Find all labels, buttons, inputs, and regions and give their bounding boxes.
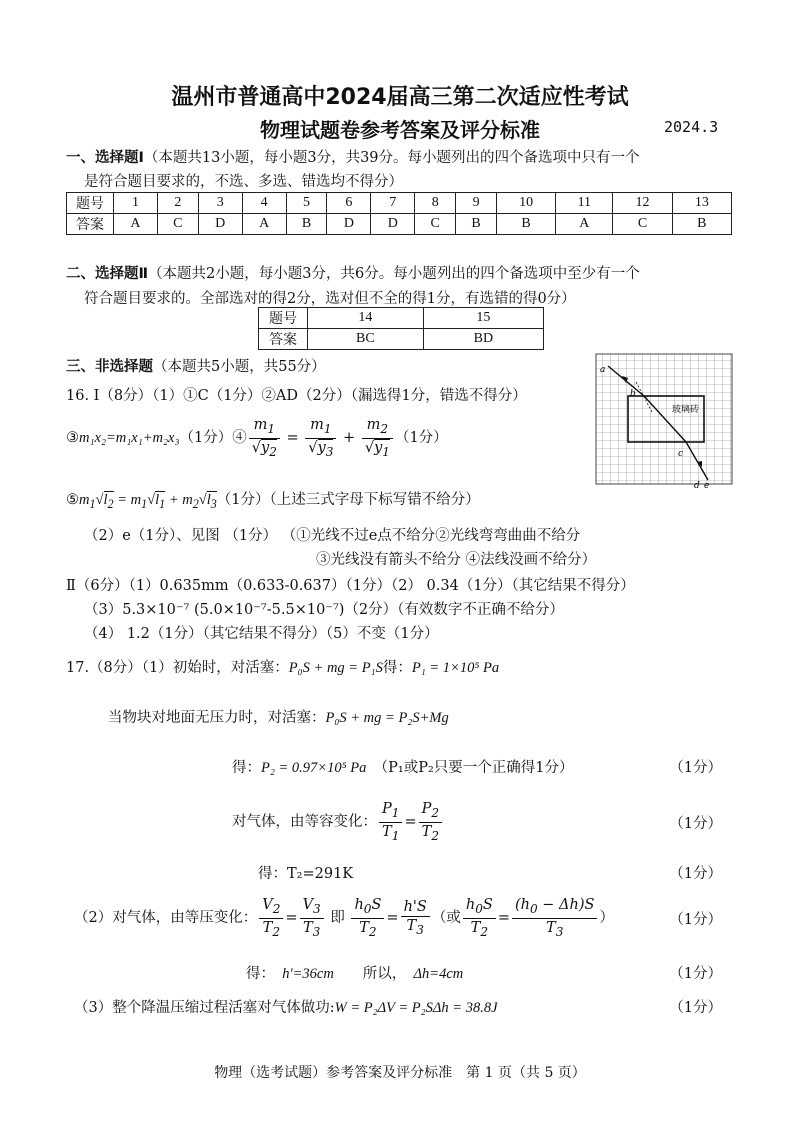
answer-cell: B: [672, 214, 731, 235]
q17-line8: [74, 996, 498, 1017]
page-subtitle: 物理试题卷参考答案及评分标准: [260, 118, 540, 142]
answer-cell: B: [496, 214, 555, 235]
q17-line3a: 得：: [232, 760, 261, 776]
q17-line4a: 对气体，由等容变化：: [232, 814, 377, 830]
answer-cell: B: [456, 214, 497, 235]
question-number: 5: [286, 193, 327, 214]
table-row: [259, 329, 544, 350]
answer-cell: B: [286, 214, 327, 235]
section3-heading: 三、非选择题: [66, 359, 153, 375]
fraction-m1-sqrt-y3: $\frac{m_1}{√y_3}$: [305, 416, 336, 461]
q17-line3: [232, 756, 574, 777]
fraction-h0-minus-dh: $\frac{(h_0 - \Delta h)S}{T_3}$: [512, 896, 597, 941]
row-label-question: 题号: [67, 193, 114, 214]
q16-l3-b: （1分）（上述三式字母下标写错不给分）: [216, 492, 480, 508]
answer-cell: A: [556, 214, 613, 235]
q17-line2-equation: P₀S + mg = P₂S+Mg: [325, 710, 449, 726]
q17-line4: 对气体，由等容变化： $\frac{P_1}{T_1}$ = $\frac{P_2}{T_2}$: [232, 798, 444, 846]
q16-l2-b: （1分）④: [179, 430, 247, 446]
exam-date: 2024.3: [664, 118, 719, 136]
answer-cell: C: [415, 214, 456, 235]
question-number: 6: [327, 193, 371, 214]
page-title: 温州市普通高中2024届高三第二次适应性考试: [171, 85, 629, 110]
question-number: 2: [157, 193, 198, 214]
fraction-v3-t3: $\frac{V_3}{T_3}$: [300, 896, 324, 941]
q16-line6: （3）5.3×10⁻⁷ (5.0×10⁻⁷-5.5×10⁻⁷)（2分）（有效数字不正确不给分）: [84, 602, 564, 618]
question-number: 3: [198, 193, 242, 214]
light-path-diagram: [594, 352, 738, 492]
question-number: 10: [496, 193, 555, 214]
table-row: [67, 214, 732, 235]
label-c: c: [678, 449, 684, 459]
q17-line6c: （或: [431, 910, 461, 926]
answer-cell: A: [242, 214, 286, 235]
section1-answer-table: [66, 192, 732, 235]
section2-desc-line2: 符合题目要求的。全部选对的得2分，选对但不全的得1分，有选错的得0分）: [84, 291, 576, 307]
q17-line1b: 得：: [382, 660, 412, 676]
q17-line1: [66, 656, 499, 677]
answer-cell: D: [327, 214, 371, 235]
answer-cell: D: [371, 214, 415, 235]
q17-line1a: 17.（8分）（1）初始时，对活塞：: [66, 660, 289, 676]
label-d: d: [694, 481, 700, 491]
score-mark: （1分）: [669, 912, 722, 928]
q16-l3-a: ⑤: [66, 492, 79, 508]
section1-heading: 一、选择题Ⅰ: [66, 150, 144, 166]
section2-answer-table: [258, 307, 544, 350]
question-number: 7: [371, 193, 415, 214]
fraction-p2-t2: $\frac{P_2}{T_2}$: [419, 800, 442, 845]
question-number: 9: [456, 193, 497, 214]
section1-intro: [66, 146, 640, 167]
label-a: a: [600, 365, 606, 375]
q17-line1-result: P₁ = 1×10⁵ Pa: [411, 660, 500, 676]
q16-line4a: （2）e（1分）、见图 （1分） （①光线不过e点不给分②光线弯弯曲曲不给分: [84, 528, 581, 544]
q17-line8-equation: W = P₂ΔV = P₂SΔh = 38.8J: [334, 1000, 498, 1016]
q17-line7a: 得：: [246, 966, 268, 982]
answer-cell: BD: [423, 329, 543, 350]
score-mark: （1分）: [669, 866, 722, 882]
q16-l2-a: ③: [66, 430, 79, 446]
section3-intro: [66, 355, 326, 376]
score-mark: （1分）: [669, 1000, 722, 1016]
answer-cell: C: [157, 214, 198, 235]
q17-line7d: Δh=4cm: [413, 966, 464, 982]
q16-line2: ③m₁x₂=m₁x₁+m₂x₃（1分）④ $\frac{m_1}{√y_2}$ = $\frac{m_1}{√y_3}$ + $\frac{m_2}{√y_1}$ （1分）: [66, 416, 448, 459]
fraction-p1-t1: $\frac{P_1}{T_1}$: [379, 800, 402, 845]
answer-cell: C: [613, 214, 672, 235]
question-number: 14: [308, 308, 424, 329]
page-footer: 物理（选考试题）参考答案及评分标准 第 1 页（共 5 页）: [214, 1065, 586, 1081]
fraction-h0s-t2-alt: $\frac{h_0S}{T_2}$: [463, 896, 496, 941]
section3-desc: （本题共5小题，共55分）: [153, 359, 326, 375]
q17-line7b: h'=36cm: [282, 966, 334, 982]
section2-heading: 二、选择题Ⅱ: [66, 266, 149, 282]
section1-desc-line1: （本题共13小题，每小题3分，共39分。每小题列出的四个备选项中只有一个: [143, 150, 640, 166]
answer-cell: A: [114, 214, 158, 235]
q16-line7: （4） 1.2（1分）（其它结果不得分）（5）不变（1分）: [84, 626, 439, 642]
question-number: 8: [415, 193, 456, 214]
section1-desc-line2: 是符合题目要求的，不选、多选、错选均不得分）: [84, 174, 403, 190]
q17-line6a: （2）对气体，由等压变化：: [74, 910, 258, 926]
q17-line7: [246, 962, 463, 983]
table-row: [67, 193, 732, 214]
score-mark: （1分）: [669, 966, 722, 982]
question-number: 12: [613, 193, 672, 214]
q16-line1: 16. Ⅰ（8分）（1）①C（1分）②AD（2分）（漏选得1分，错选不得分）: [66, 388, 527, 404]
q17-line3-equation: P₂ = 0.97×10⁵ Pa: [261, 760, 367, 776]
q17-line3b: （P₁或P₂只要一个正确得1分）: [380, 760, 574, 776]
question-number: 1: [114, 193, 158, 214]
fraction-hps-t3: $\frac{h'S}{T_3}$: [401, 898, 430, 939]
q17-line8a: （3）整个降温压缩过程活塞对气体做功:: [74, 1000, 335, 1016]
q17-line6: （2）对气体，由等压变化： $\frac{V_2}{T_2}$ = $\frac{V_3}{T_3}$ 即 $\frac{h_0S}{T_2}$ = $\frac{h'S}{T_3}$ （或 $\frac{h_0S}{T_2}$ = $\frac{(h_0 - \Delta h)S}{T_3}$ ）: [74, 896, 614, 939]
q16-line4b: ③光线没有箭头不给分 ④法线没画不给分）: [316, 552, 597, 568]
q17-line2a: 当物块对地面无压力时，对活塞：: [108, 710, 326, 726]
q17-line7c: 所以，: [362, 966, 400, 982]
score-mark: （1分）: [669, 760, 722, 776]
label-b: b: [630, 389, 636, 399]
fraction-h0s-t2: $\frac{h_0S}{T_2}$: [351, 896, 384, 941]
q16-l2-c: （1分）: [394, 430, 448, 446]
question-number: 4: [242, 193, 286, 214]
q17-line6b: 即: [330, 910, 345, 926]
fraction-m1-sqrt-y2: $\frac{m_1}{√y_2}$: [249, 416, 280, 461]
row-label-answer: 答案: [259, 329, 308, 350]
label-e: e: [704, 481, 710, 491]
answer-cell: BC: [308, 329, 424, 350]
question-number: 13: [672, 193, 731, 214]
q17-line5: 得：T₂=291K: [258, 866, 354, 882]
q16-l2-equation: m₁x₂=m₁x₁+m₂x₃: [79, 430, 180, 446]
q17-line1-equation: P₀S + mg = P₁S: [288, 660, 383, 676]
row-label-question: 题号: [259, 308, 308, 329]
fraction-v2-t2: $\frac{V_2}{T_2}$: [259, 896, 283, 941]
q16-line3: [66, 488, 480, 512]
score-mark: （1分）: [669, 816, 722, 832]
row-label-answer: 答案: [67, 214, 114, 235]
q16-l3-equation: $m_1√l_2 = m_1√l_1 + m_2√l_3$: [79, 492, 217, 511]
section2-desc-line1: （本题共2小题，每小题3分，共6分。每小题列出的四个备选项中至少有一个: [148, 266, 640, 282]
q17-line6d: ）: [599, 910, 614, 926]
section2-intro: [66, 262, 640, 283]
q17-line2: [108, 706, 449, 727]
question-number: 15: [423, 308, 543, 329]
q16-line5: Ⅱ（6分）（1）0.635mm（0.633-0.637）（1分）（2） 0.34（1分）（其它结果不得分）: [66, 578, 635, 594]
glass-block-label: 玻璃砖: [672, 405, 700, 415]
answer-cell: D: [198, 214, 242, 235]
fraction-m2-sqrt-y1: $\frac{m_2}{√y_1}$: [362, 416, 393, 461]
table-row: [259, 308, 544, 329]
question-number: 11: [556, 193, 613, 214]
